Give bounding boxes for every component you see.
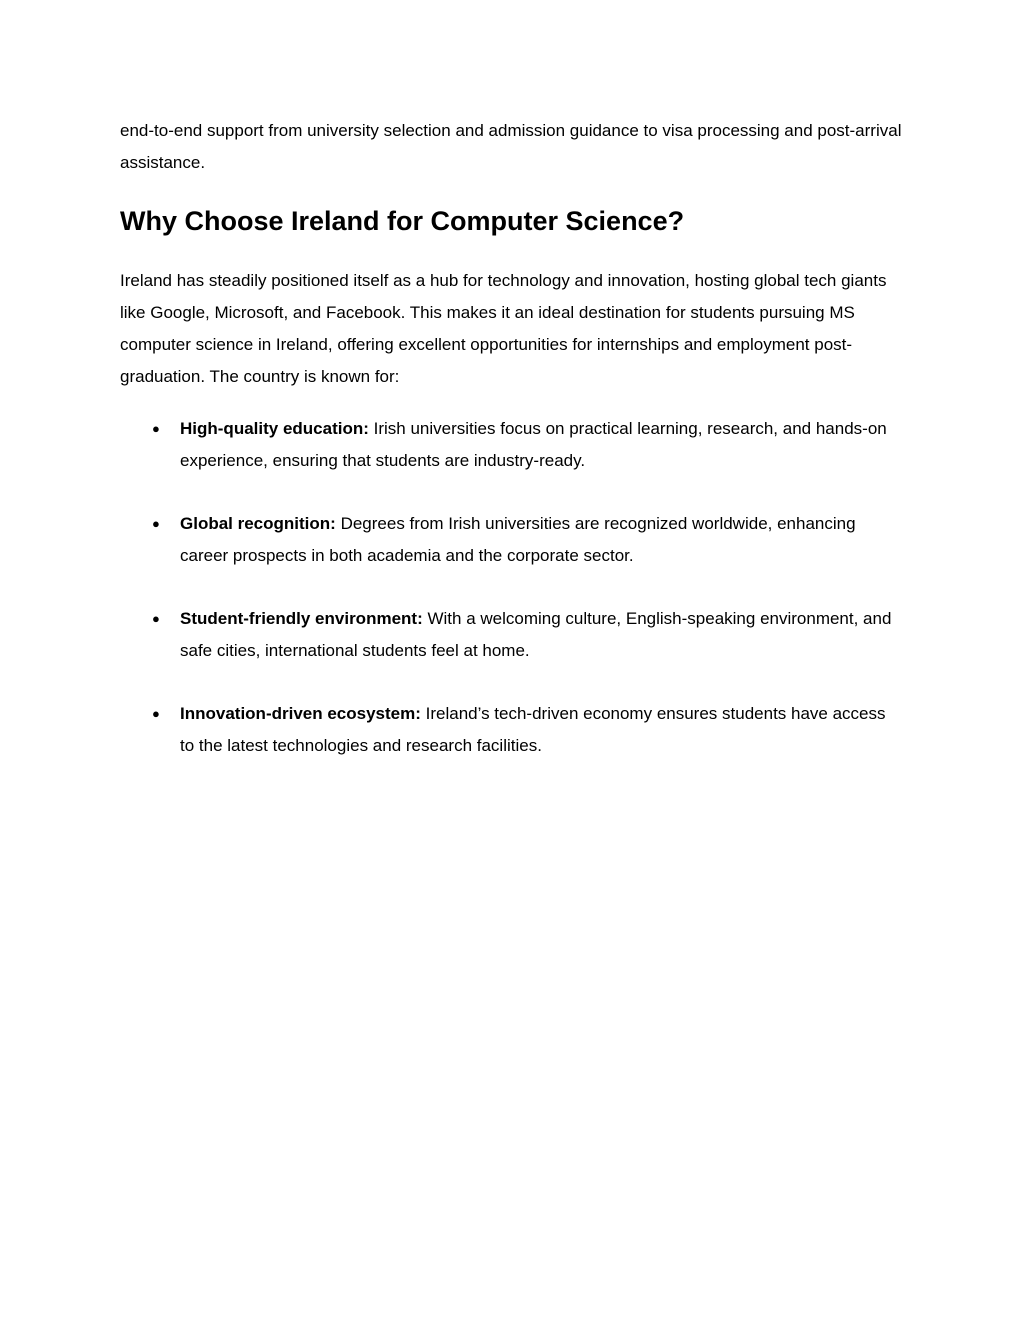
bullet-term: Student-friendly environment: <box>180 609 423 628</box>
intro-paragraph: end-to-end support from university selection and admission guidance to visa processing and post-arrival assistance. <box>120 121 902 172</box>
bullet-icon: ● <box>152 706 160 721</box>
bullet-icon: ● <box>152 421 160 436</box>
list-item <box>120 413 904 477</box>
section-paragraph: Ireland has steadily positioned itself as a hub for technology and innovation, hosting global tech giants like Google, Microsoft, and Facebook. This makes it an ideal destination for students pursuing MS computer science in Ireland, offering excellent opportunities for internships and employment post-graduation. The country is known for: <box>120 271 887 386</box>
bullet-term: Global recognition: <box>180 514 336 533</box>
section-heading: Why Choose Ireland for Computer Science? <box>120 206 685 236</box>
bullet-text: Ireland’s tech-driven economy ensures students have access to the latest technologies and research facilities. <box>180 704 886 755</box>
bullet-list <box>120 413 904 762</box>
bullet-term: Innovation-driven ecosystem: <box>180 704 421 723</box>
bullet-text: With a welcoming culture, English-speaking environment, and safe cities, international students feel at home. <box>180 609 892 660</box>
bullet-icon: ● <box>152 516 160 531</box>
bullet-icon: ● <box>152 611 160 626</box>
list-item <box>120 508 904 572</box>
list-item <box>120 603 904 667</box>
bullet-text: Irish universities focus on practical learning, research, and hands-on experience, ensuring that students are industry-ready. <box>180 419 887 470</box>
page-content <box>120 115 904 793</box>
bullet-text: Degrees from Irish universities are recognized worldwide, enhancing career prospects in both academia and the corporate sector. <box>180 514 856 565</box>
bullet-term: High-quality education: <box>180 419 369 438</box>
list-item <box>120 698 904 762</box>
